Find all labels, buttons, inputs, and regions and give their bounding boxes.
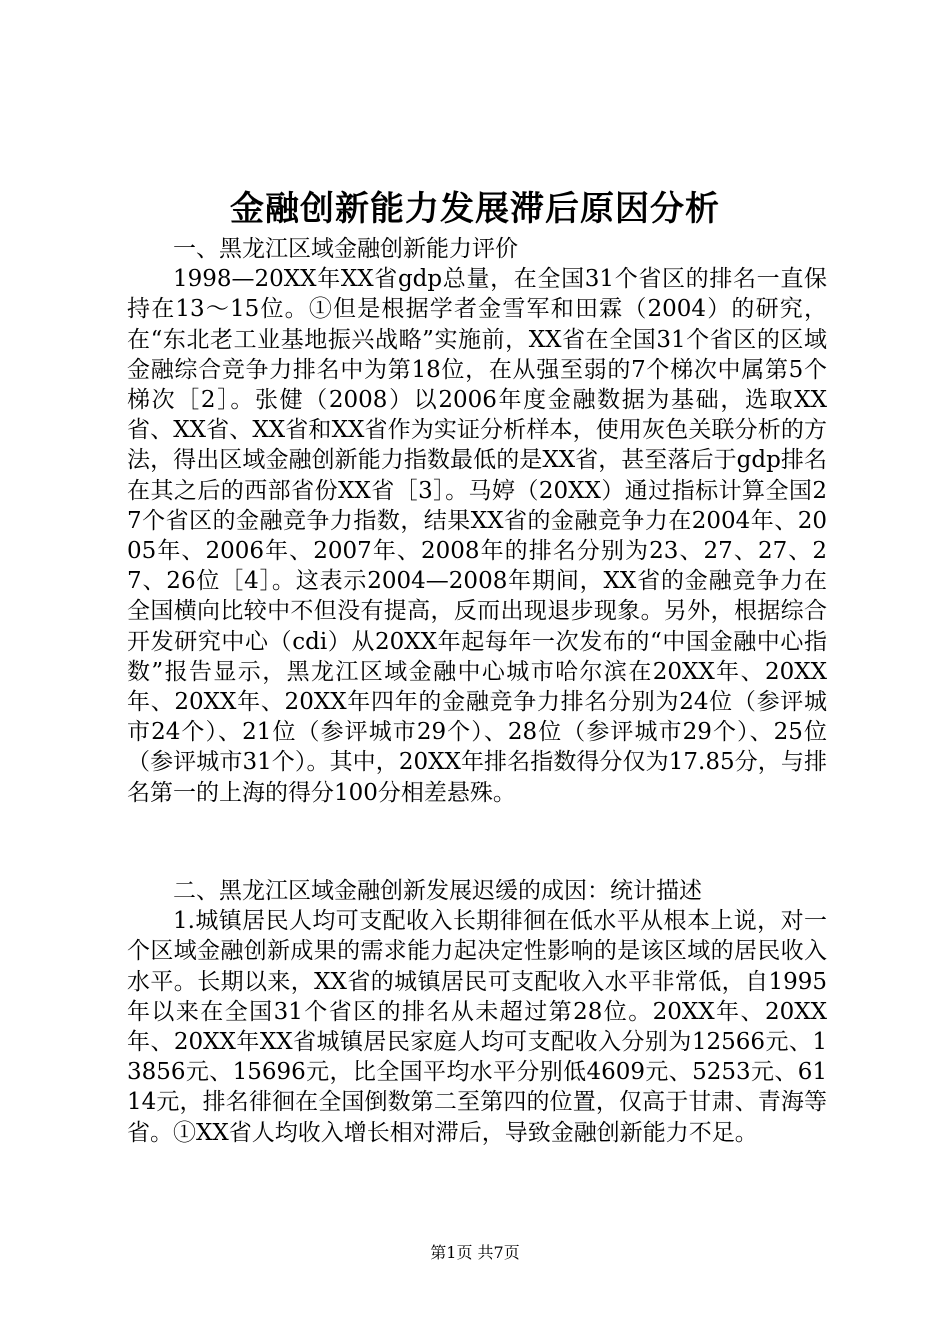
section-1-paragraph: 1998—20XX年XX省gdp总量，在全国31个省区的排名一直保持在13～15位。①但是根据学者金雪军和田霖（2004）的研究，在“东北老工业基地振兴战略”实施前，XX省在全国31个省区的区域金融综合竞争力排名中为第18位，在从强至弱的7个梯次中属第5个梯次［2］。张健（2008）以2006年度金融数据为基础，选取XX省、XX省、XX省和XX省作为实证分析样本，使用灰色关联分析的方法，得出区域金融创新能力指数最低的是XX省，甚至落后于gdp排名在其之后的西部省份XX省［3］。马婷（20XX）通过指标计算全国27个省区的金融竞争力指数，结果XX省的金融竞争力在2004年、2005年、2006年、2007年、2008年的排名分别为23、27、27、27、26位［4］。这表示2004—2008年期间，XX省的金融竞争力在全国横向比较中不但没有提高，反而出现退步现象。另外，根据综合开发研究中心（cdi）从20XX年起每年一次发布的“中国金融中心指数”报告显示，黑龙江区域金融中心城市哈尔滨在20XX年、20XX年、20XX年、20XX年四年的金融竞争力排名分别为24位（参评城市24个）、21位（参评城市29个）、28位（参评城市29个）、25位（参评城市31个）。其中，20XX年排名指数得分仅为17.85分，与排名第一的上海的得分100分相差悬殊。 (127, 266, 827, 806)
page-footer: 第1页 共7页 (430, 1243, 520, 1262)
section-1-heading: 一、黑龙江区域金融创新能力评价 (173, 236, 518, 262)
section-2-paragraph: 1.城镇居民人均可支配收入长期徘徊在低水平从根本上说，对一个区域金融创新成果的需求能力起决定性影响的是该区域的居民收入水平。长期以来，XX省的城镇居民可支配收入水平非常低，自1995年以来在全国31个省区的排名从未超过第28位。20XX年、20XX年、20XX年XX省城镇居民家庭人均可支配收入分别为12566元、13856元、15696元，比全国平均水平分别低4609元、5253元、6114元，排名徘徊在全国倒数第二至第四的位置，仅高于甘肃、青海等省。①XX省人均收入增长相对滞后，导致金融创新能力不足。 (127, 908, 827, 1146)
section-1 (127, 234, 827, 808)
section-2 (127, 876, 827, 1148)
section-2-heading: 二、黑龙江区域金融创新发展迟缓的成因：统计描述 (173, 878, 702, 904)
document-title: 金融创新能力发展滞后原因分析 (230, 189, 720, 229)
